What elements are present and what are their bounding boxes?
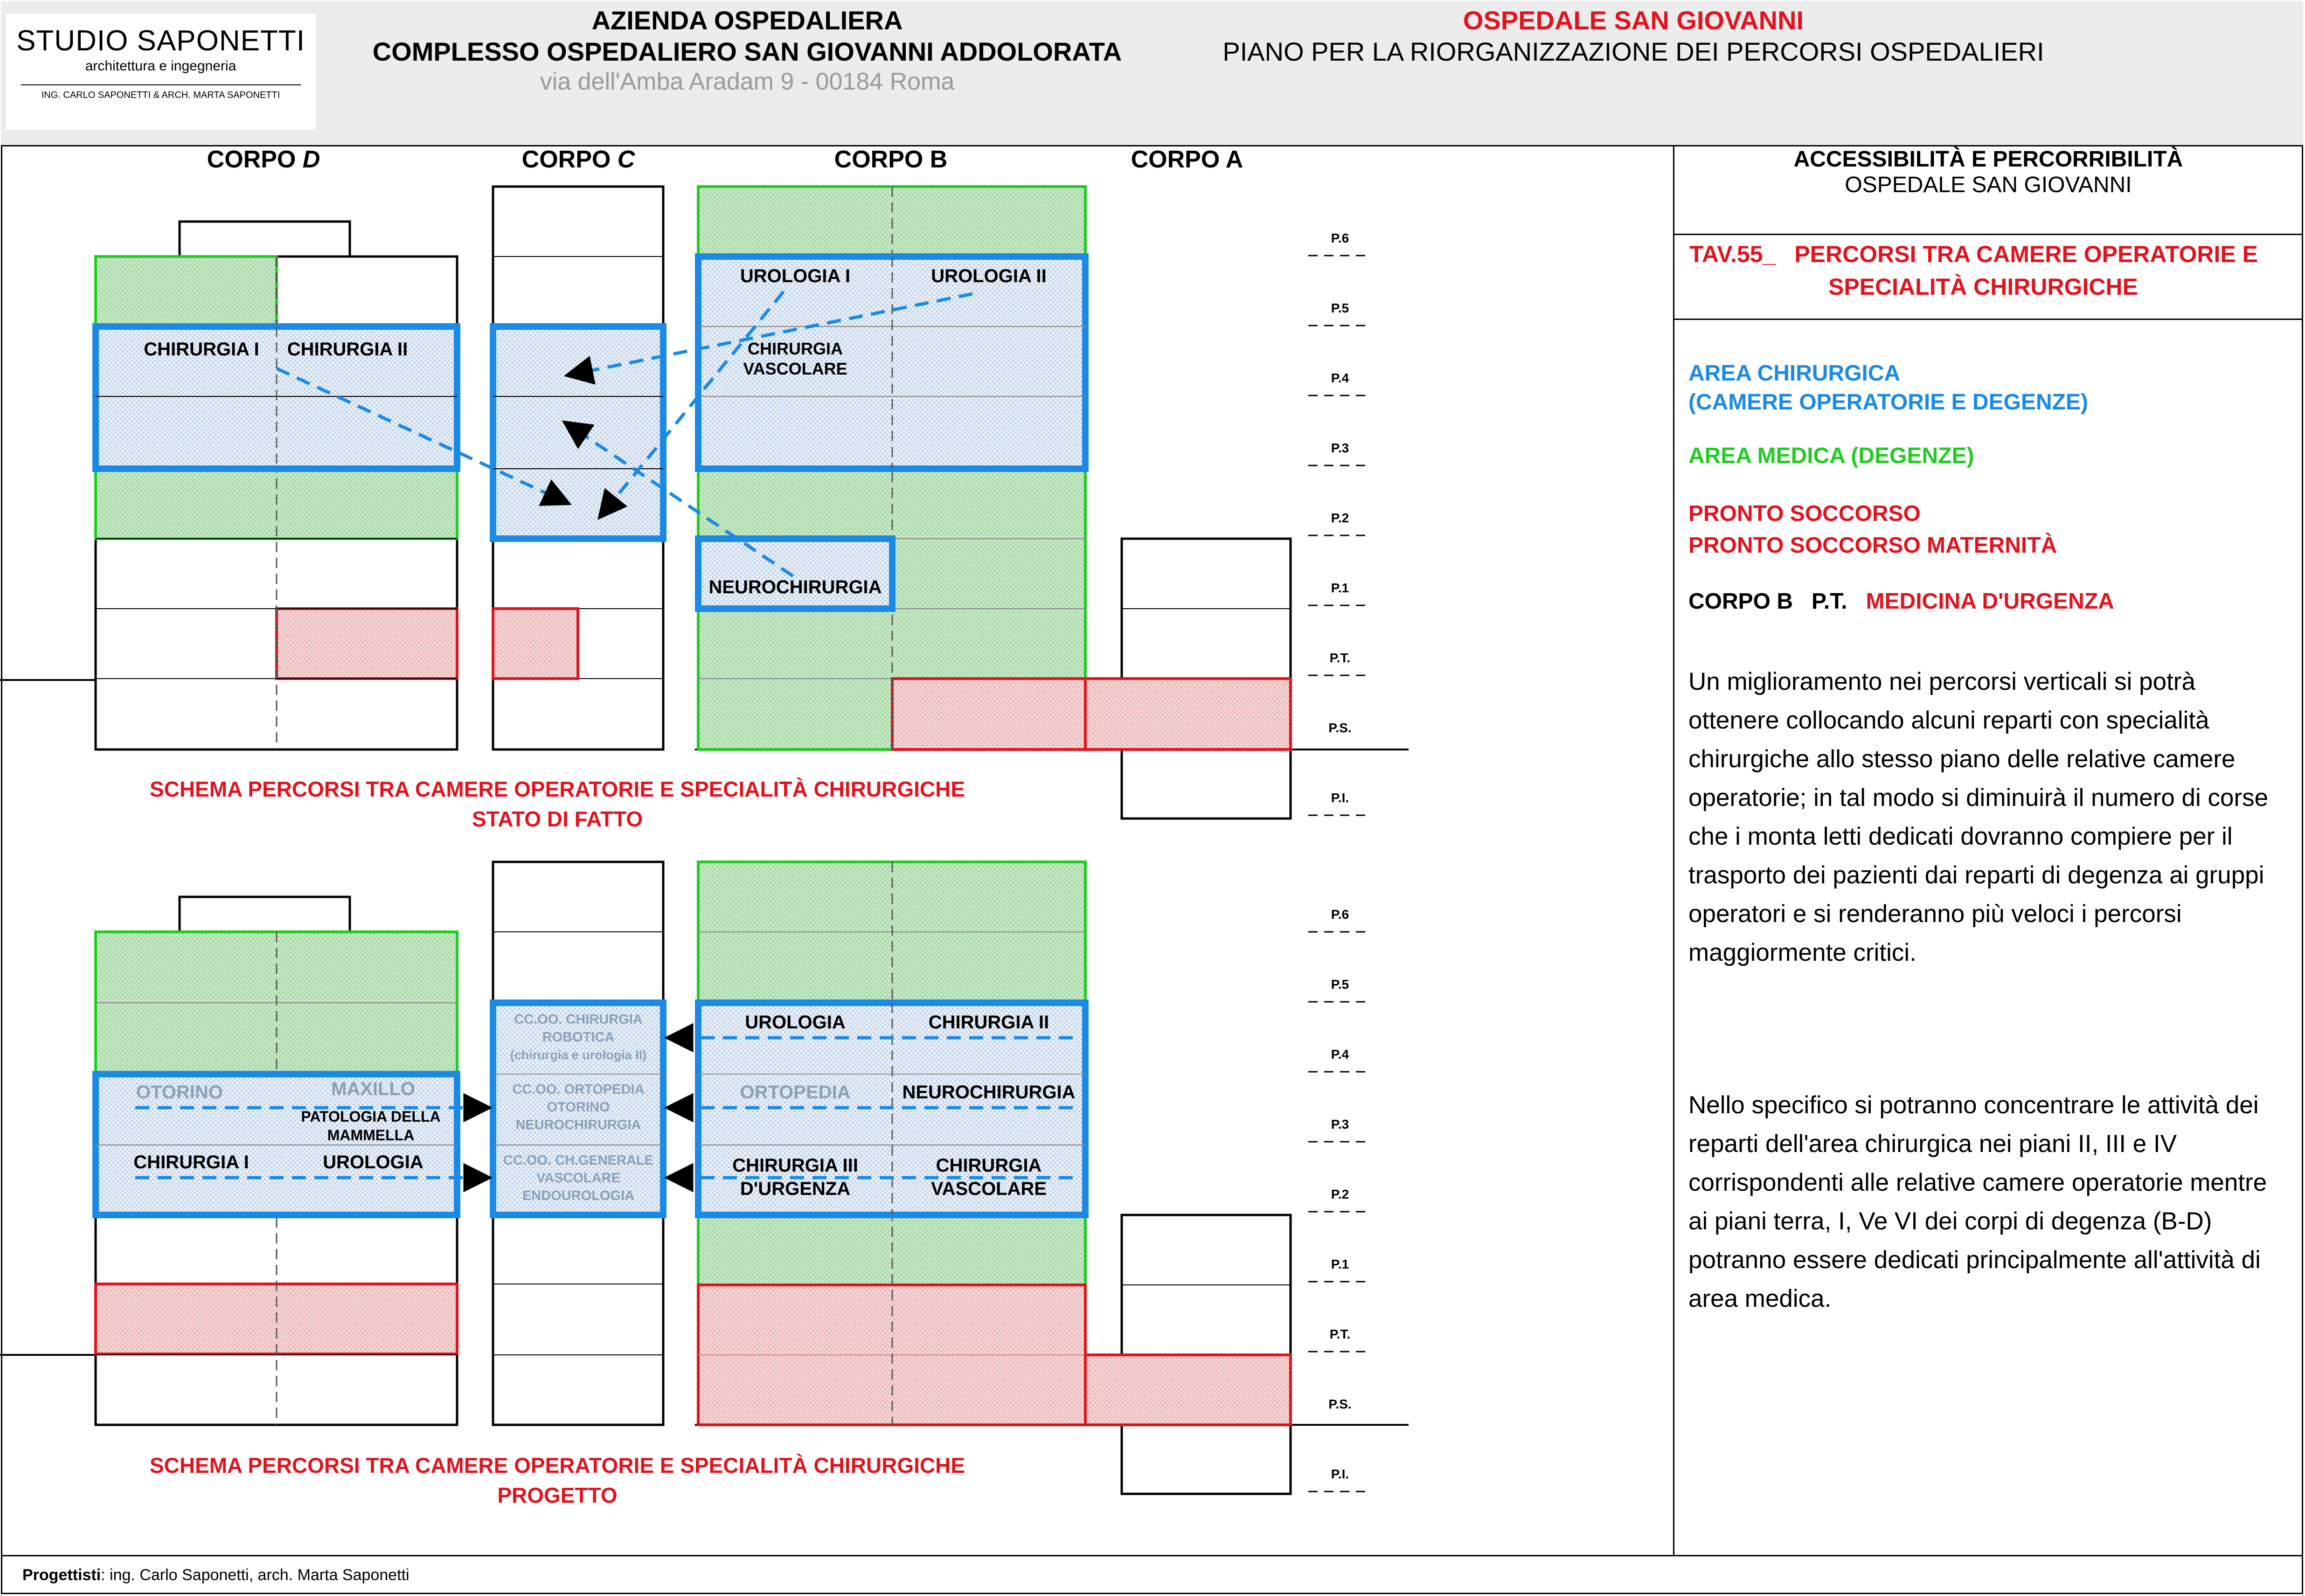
- label-cc2b: OTORINO: [547, 1100, 610, 1115]
- caption-bottom-line1: SCHEMA PERCORSI TRA CAMERE OPERATORIE E SPECIALITÀ CHIRURGICHE: [149, 1453, 965, 1478]
- label-neurochirurgia: NEUROCHIRURGIA: [708, 577, 882, 597]
- caption-bottom: [61, 1450, 1054, 1511]
- legend-emergency: [1688, 498, 2290, 562]
- label-chirurgia-1: CHIRURGIA I: [144, 339, 259, 360]
- legend-emergency-2: PRONTO SOCCORSO MATERNITÀ: [1688, 533, 2057, 558]
- label-b-neurochirurgia: NEUROCHIRURGIA: [902, 1082, 1076, 1103]
- floor-label-ps: P.S.: [1328, 721, 1352, 735]
- label-b-chirurgia-2: CHIRURGIA II: [928, 1012, 1049, 1033]
- label-patologia-2: MAMMELLA: [327, 1127, 415, 1144]
- floor-label-pi-b: P.I.: [1331, 1467, 1349, 1481]
- label-b-ortopedia: ORTOPEDIA: [740, 1082, 851, 1103]
- corpo-b-top: [698, 187, 1085, 749]
- org-address: via dell'Amba Aradam 9 - 00184 Roma: [540, 68, 955, 96]
- floor-label-p2-b: P.2: [1331, 1187, 1349, 1201]
- floor-label-p4-b: P.4: [1331, 1047, 1349, 1062]
- floor-label-pi: P.I.: [1331, 791, 1349, 805]
- tav-code: TAV.55_: [1689, 241, 1776, 267]
- scheme-top: [0, 187, 1409, 819]
- corpo-d-bottom: [96, 897, 457, 1425]
- corpo-c-bottom: [493, 862, 663, 1425]
- tav-title-2: SPECIALITÀ CHIRURGICHE: [1828, 274, 2138, 300]
- floor-label-pt-b: P.T.: [1329, 1327, 1351, 1341]
- floor-label-p1: P.1: [1331, 581, 1349, 595]
- label-patologia-1: PATOLOGIA DELLA: [301, 1108, 441, 1125]
- legend-surgical: [1688, 359, 2290, 417]
- label-b-vascolare-1: CHIRURGIA: [936, 1155, 1042, 1176]
- floor-label-p3: P.3: [1331, 441, 1349, 455]
- description-paragraph-1: Un miglioramento nei percorsi verticali si potrà ottenere collocando alcuni reparti con specialità chirurgiche allo stesso piano delle relative camere operatorie; in tal modo si diminuirà il numero di corse che i monta letti dedicati dovranno compiere per il trasporto dei pazienti dai reparti di degenza ai gruppi operatori e si renderanno più veloci i percorsi maggiormente critici.: [1688, 668, 2269, 966]
- caption-bottom-line2: PROGETTO: [497, 1483, 618, 1508]
- legend-emergency-1: PRONTO SOCCORSO: [1688, 501, 1921, 526]
- floor-labels-bottom: [1328, 907, 1351, 1481]
- floor-label-p6: P.6: [1331, 231, 1349, 245]
- caption-top-line2: STATO DI FATTO: [472, 807, 643, 832]
- floor-label-p5-b: P.5: [1331, 977, 1349, 992]
- legend-surgical-2: (CAMERE OPERATORIE E DEGENZE): [1688, 390, 2088, 415]
- floor-label-pt: P.T.: [1329, 651, 1351, 665]
- label-cc3b: VASCOLARE: [536, 1171, 620, 1186]
- label-maxillo: MAXILLO: [331, 1079, 415, 1099]
- plan-title: PIANO PER LA RIORGANIZZAZIONE DEI PERCORSI OSPEDALIERI: [1222, 37, 2044, 67]
- sidebar-title: ACCESSIBILITÀ E PERCORRIBILITÀ: [1793, 147, 2183, 172]
- sidebar-tav-block: [1674, 235, 2302, 320]
- org-line1: AZIENDA OSPEDALIERA: [591, 6, 903, 35]
- label-chirurgia-vascolare-2: VASCOLARE: [743, 359, 847, 378]
- footer-label: Progettisti: [22, 1566, 101, 1584]
- footer: [22, 1566, 410, 1584]
- legend-corpo-b-label: CORPO B P.T.: [1688, 589, 1847, 614]
- description-paragraph-2: Nello specifico si potranno concentrare le attività dei reparti dell'area chirurgica nei piani II, III e IV corrispondenti alle relative camere operatorie mentre ai piani terra, I, Ve VI dei corpi di degenza (B-D) potranno essere dedicati principalmente all'attività di area medica.: [1688, 1091, 2267, 1312]
- scheme-bottom: [0, 862, 1409, 1494]
- corpo-d-top: [96, 222, 457, 749]
- label-d-urologia: UROLOGIA: [323, 1152, 424, 1173]
- label-urologia-2: UROLOGIA II: [931, 266, 1047, 286]
- label-cc2c: NEUROCHIRURGIA: [515, 1117, 641, 1132]
- legend-corpo-b-red: MEDICINA D'URGENZA: [1866, 589, 2114, 614]
- tav-title-1: PERCORSI TRA CAMERE OPERATORIE E: [1794, 241, 2258, 267]
- label-b-chirurgia-3b: D'URGENZA: [740, 1179, 851, 1199]
- label-chirurgia-2: CHIRURGIA II: [287, 339, 408, 360]
- label-b-chirurgia-1: CHIRURGIA I: [133, 1152, 249, 1173]
- caption-top-line1: SCHEMA PERCORSI TRA CAMERE OPERATORIE E SPECIALITÀ CHIRURGICHE: [149, 777, 965, 801]
- corpo-c-heading: CORPO C: [521, 146, 635, 173]
- sidebar-title-block: [1674, 146, 2302, 235]
- corpo-d-heading: CORPO D: [207, 146, 320, 173]
- label-b-urologia: UROLOGIA: [745, 1012, 846, 1033]
- label-b-vascolare-2: VASCOLARE: [930, 1179, 1047, 1199]
- floor-label-p3-b: P.3: [1331, 1117, 1349, 1131]
- corpo-a-top: [1085, 539, 1291, 819]
- label-otorino: OTORINO: [136, 1082, 223, 1103]
- label-urologia-1: UROLOGIA I: [740, 266, 851, 286]
- corpo-b-bottom: [698, 862, 1085, 1425]
- corpo-a-heading: CORPO A: [1131, 146, 1243, 173]
- sidebar-divider: [1673, 146, 1674, 1556]
- label-b-chirurgia-3a: CHIRURGIA III: [732, 1155, 858, 1176]
- floor-label-p6-b: P.6: [1331, 907, 1349, 922]
- legend-medical: AREA MEDICA (DEGENZE): [1688, 444, 1974, 468]
- floor-label-p4: P.4: [1331, 371, 1349, 385]
- logo-authors: ING. CARLO SAPONETTI & ARCH. MARTA SAPONETTI: [41, 90, 280, 100]
- org-line2: COMPLESSO OSPEDALIERO SAN GIOVANNI ADDOLORATA: [372, 37, 1122, 67]
- label-cc1a: CC.OO. CHIRURGIA: [514, 1012, 643, 1027]
- legend-surgical-1: AREA CHIRURGICA: [1688, 361, 1901, 386]
- label-cc3c: ENDOUROLOGIA: [522, 1188, 635, 1203]
- label-cc1c: (chirurgia e urologia II): [510, 1048, 647, 1062]
- caption-top: [61, 774, 1054, 834]
- label-chirurgia-vascolare-1: CHIRURGIA: [748, 339, 843, 358]
- legend-corpo-b: [1688, 589, 2290, 614]
- corpo-b-heading: CORPO B: [834, 146, 948, 173]
- logo-title: STUDIO SAPONETTI: [16, 25, 305, 57]
- sidebar-subtitle: OSPEDALE SAN GIOVANNI: [1845, 173, 2132, 197]
- label-cc2a: CC.OO. ORTOPEDIA: [512, 1082, 645, 1097]
- hospital-name: OSPEDALE SAN GIOVANNI: [1463, 6, 1804, 35]
- logo-subtitle: architettura e ingegneria: [85, 58, 236, 74]
- label-cc3a: CC.OO. CH.GENERALE: [503, 1153, 654, 1168]
- floor-label-p5: P.5: [1331, 301, 1349, 315]
- floor-label-p2: P.2: [1331, 511, 1349, 525]
- floor-label-p1-b: P.1: [1331, 1257, 1349, 1271]
- floor-label-ps-b: P.S.: [1328, 1397, 1352, 1411]
- label-cc1b: ROBOTICA: [542, 1030, 615, 1045]
- floor-labels-top: [1328, 231, 1351, 805]
- footer-rule: [1, 1555, 2303, 1556]
- corpo-a-bottom: [1085, 1215, 1291, 1494]
- footer-names: : ing. Carlo Saponetti, arch. Marta Saponetti: [101, 1566, 410, 1584]
